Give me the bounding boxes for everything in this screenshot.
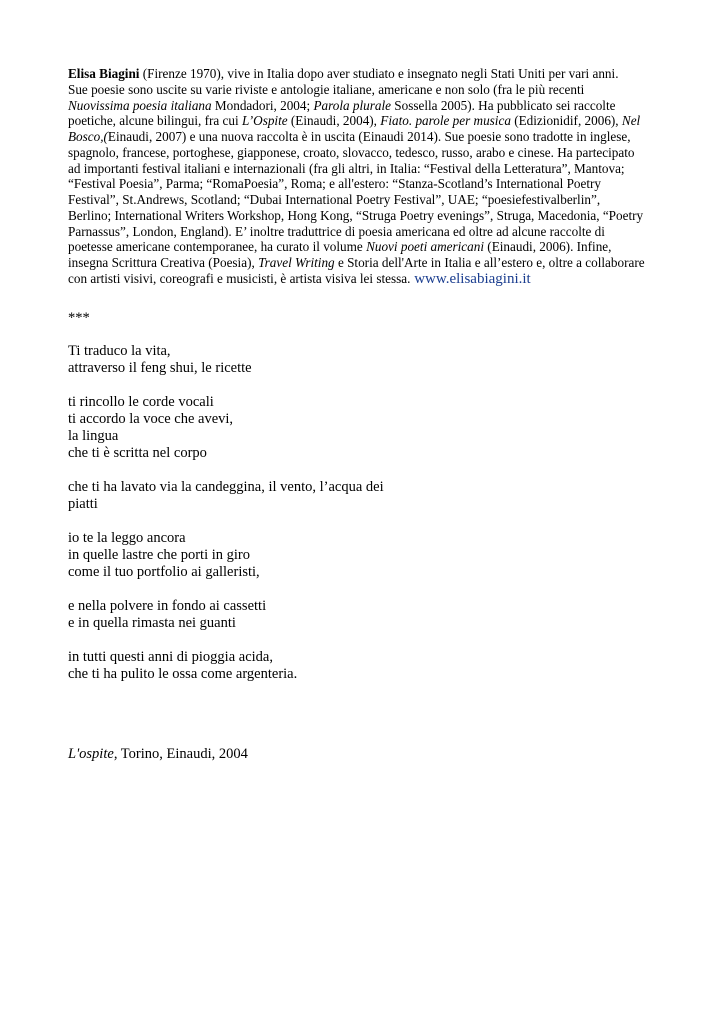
poem-line: in quelle lastre che porti in giro (68, 547, 251, 563)
website-link[interactable]: www.elisabiagini.it (410, 270, 531, 287)
book-title: L'ospite (68, 746, 114, 762)
book-title: Nel (621, 113, 641, 129)
poem-stanza (68, 649, 384, 683)
source-citation: L'ospite, Torino, Einaudi, 2004 (68, 746, 248, 762)
poem-line: che ti ha lavato via la candeggina, il vento, l’acqua dei (68, 479, 384, 495)
poem-line: ti accordo la voce che avevi, (68, 411, 234, 427)
bio-line: insegna Scrittura Creativa (Poesia), Travel Writing e Storia dell'Arte in Italia e all’estero e, oltre a collaborare (68, 255, 645, 270)
bio-line: Berlino; International Writers Workshop, Hong Kong, “Struga Poetry evenings”, Struga, Macedonia, “Poetry (68, 207, 644, 223)
author-bio (68, 66, 690, 288)
book-title: Nuovi poeti americani (366, 239, 484, 255)
poem-stanza (68, 343, 384, 377)
bio-line: spagnolo, francese, portoghese, giapponese, croato, slovacco, tedesco, russo, arabo e cinese. Ha partecipato (68, 144, 635, 160)
poem-line: Ti traduco la vita, (68, 343, 171, 359)
bio-line: ad importanti festival italiani e internazionali (fra gli altri, in Italia: “Festival della Letteratura”, Mantova; (68, 160, 625, 176)
bio-line: poetesse americane contemporanee, ha curato il volume Nuovi poeti americani (Einaudi, 2006). Infine, (68, 239, 612, 255)
poem-line: attraverso il feng shui, le ricette (68, 360, 252, 376)
poem-line: in tutti questi anni di pioggia acida, (68, 649, 273, 665)
poem-line: che ti ha pulito le ossa come argenteria. (68, 666, 298, 682)
course-title: Travel Writing (258, 255, 335, 270)
poem-line: ti rincollo le corde vocali (68, 394, 214, 410)
bio-line: Bosco,(Einaudi, 2007) e una nuova raccolta è in uscita (Einaudi 2014). Sue poesie sono tradotte in inglese, (68, 129, 631, 144)
poem-line: che ti è scritta nel corpo (68, 445, 207, 461)
poem-stanza (68, 598, 384, 632)
poem-line: io te la leggo ancora (68, 530, 186, 546)
bio-line: con artisti visivi, coreografi e musicisti, è artista visiva lei stessa. www.elisabiagini.it (68, 270, 531, 287)
poem-stanza (68, 530, 384, 581)
poem-stanza (68, 479, 384, 513)
bio-line: Festival”, St.Andrews, Scotland; “Dubai International Poetry Festival”, UAE; “poesiefestivalberlin”, (68, 192, 601, 207)
bio-line: Nuovissima poesia italiana Mondadori, 2004; Parola plurale Sossella 2005). Ha pubblicato sei raccolte (68, 97, 616, 113)
poem-line: e in quella rimasta nei guanti (68, 615, 236, 631)
poem (68, 343, 384, 700)
bio-line: “Festival Poesia”, Parma; “RomaPoesia”, Roma; e all'estero: “Stanza-Scotland’s International Poetry (68, 176, 602, 192)
book-title: Parola plurale (313, 97, 391, 113)
poem-line: piatti (68, 496, 98, 512)
book-title: Fiato. parole per musica (380, 113, 511, 129)
bio-line: poetiche, alcune bilingui, fra cui L’Ospite (Einaudi, 2004), Fiato. parole per musica (Edizionidif, 2006), Nel (68, 113, 641, 129)
book-title: Bosco,( (68, 129, 108, 144)
poem-line: la lingua (68, 428, 119, 444)
book-title: L’Ospite (241, 113, 288, 129)
poem-stanza (68, 394, 384, 462)
author-name: Elisa Biagini (68, 66, 140, 81)
book-title: Nuovissima poesia italiana (68, 97, 212, 113)
bio-line: Parnassus”, London, England). E’ inoltre traduttrice di poesia americana ed oltre ad alcune raccolte di (68, 223, 605, 239)
bio-line: Sue poesie sono uscite su varie riviste e antologie italiane, americane e non solo (fra le più recenti (68, 81, 585, 97)
bio-line: Elisa Biagini (Firenze 1970), vive in Italia dopo aver studiato e insegnato negli Stati Uniti per vari anni. (68, 66, 619, 81)
poem-line: e nella polvere in fondo ai cassetti (68, 598, 267, 614)
poem-line: come il tuo portfolio ai galleristi, (68, 564, 260, 580)
section-separator: *** (68, 310, 90, 326)
